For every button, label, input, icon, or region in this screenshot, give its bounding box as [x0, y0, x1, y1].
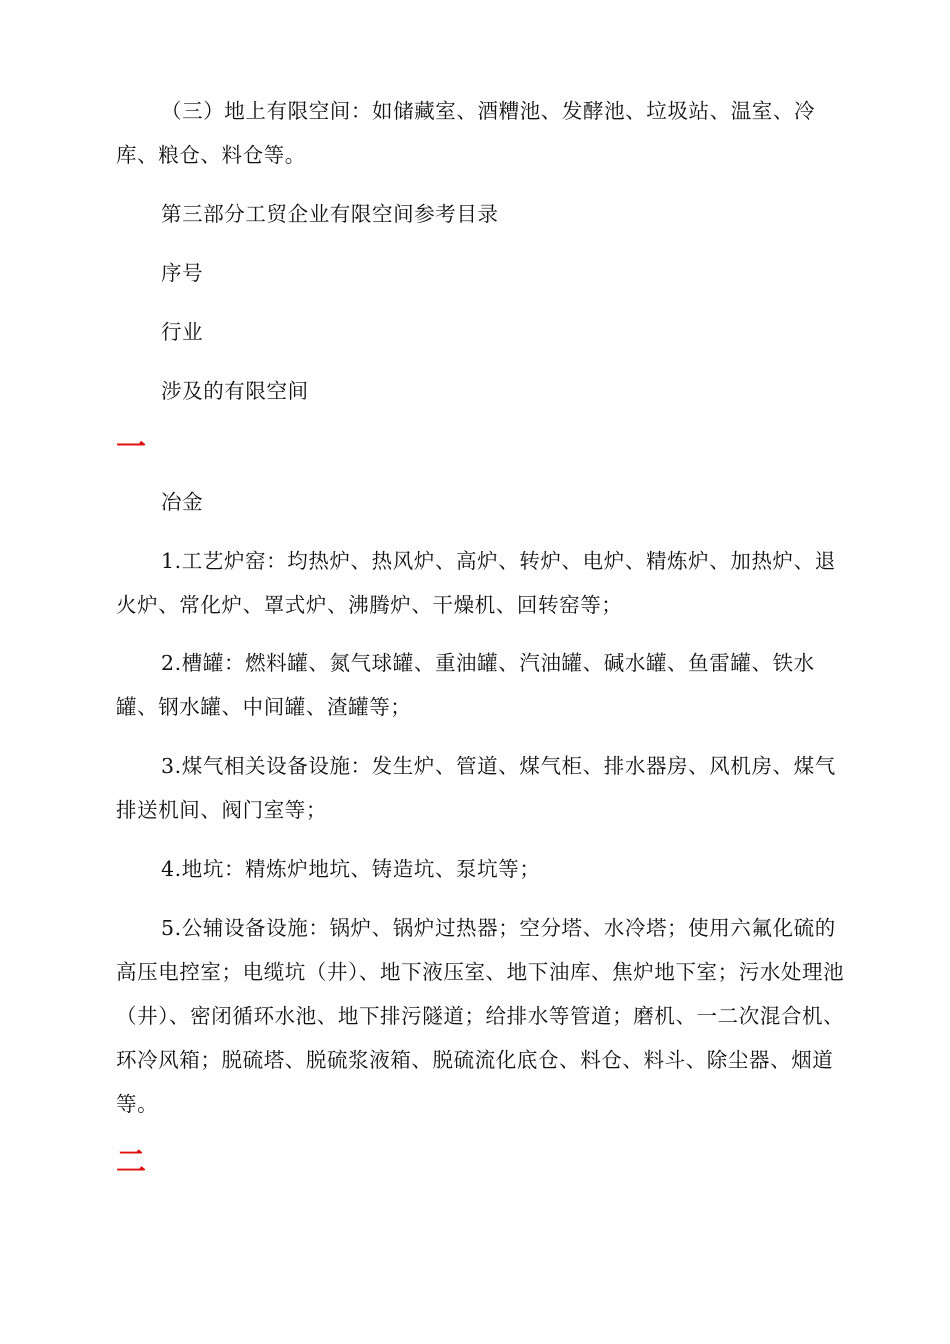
paragraph-part-three-title: 第三部分工贸企业有限空间参考目录 [161, 202, 499, 226]
section-number-two: 二 [116, 1145, 146, 1180]
paragraph-serial-number: 序号 [161, 261, 204, 285]
paragraph-item-4: 4.地坑：精炼炉地坑、铸造坑、泵坑等； [161, 857, 541, 881]
paragraph-above-ground-spaces: （三）地上有限空间：如储藏室、酒糟池、发酵池、垃圾站、温室、冷库、粮仓、料仓等。 [116, 99, 816, 167]
paragraph-item-5: 5.公辅设备设施：锅炉、锅炉过热器；空分塔、水冷塔；使用六氟化硫的高压电控室；电缆坑（井）、地下液压室、地下油库、焦炉地下室；污水处理池（井）、密闭循环水池、地下排污隧道；给排水等管道；磨机、一二次混合机、环冷风箱；脱硫塔、脱硫浆液箱、脱硫流化底仓、料仓、料斗、除尘器、烟道等。 [116, 916, 845, 1116]
paragraph-item-2: 2.槽罐：燃料罐、氮气球罐、重油罐、汽油罐、碱水罐、鱼雷罐、铁水罐、钢水罐、中间罐、渣罐等； [116, 651, 815, 719]
section-number-one: 一 [116, 430, 146, 465]
paragraph-metallurgy: 冶金 [161, 490, 204, 514]
paragraph-confined-spaces: 涉及的有限空间 [161, 379, 309, 403]
paragraph-industry: 行业 [161, 320, 204, 344]
paragraph-item-3: 3.煤气相关设备设施：发生炉、管道、煤气柜、排水器房、风机房、煤气排送机间、阀门室等； [116, 754, 836, 822]
paragraph-item-1: 1.工艺炉窑：均热炉、热风炉、高炉、转炉、电炉、精炼炉、加热炉、退火炉、常化炉、罩式炉、沸腾炉、干燥机、回转窑等； [116, 549, 836, 617]
